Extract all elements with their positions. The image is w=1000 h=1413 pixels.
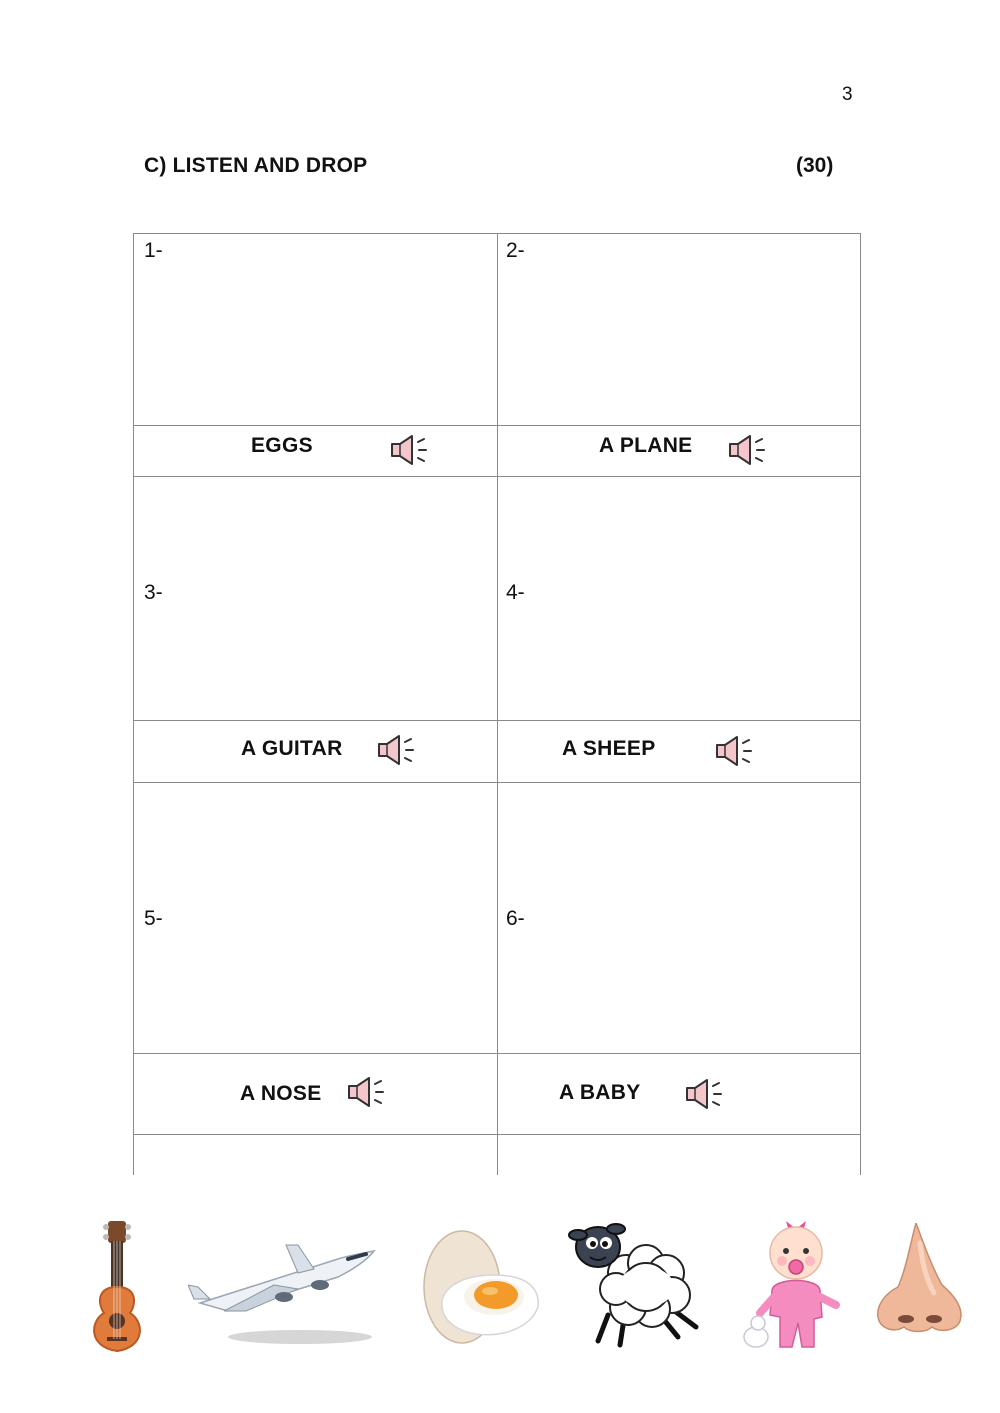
row-divider xyxy=(134,425,860,426)
word-label-5: A NOSE xyxy=(240,1082,322,1105)
word-label-6: A BABY xyxy=(559,1081,641,1104)
drop-zone-5[interactable] xyxy=(134,783,496,1053)
cell-number-1: 1- xyxy=(144,239,163,262)
speaker-icon[interactable] xyxy=(726,433,770,467)
word-label-4: A SHEEP xyxy=(562,737,656,760)
listen-and-drop-table xyxy=(133,233,861,1175)
row-divider xyxy=(134,720,860,721)
drop-zone-6[interactable] xyxy=(498,783,860,1053)
cell-number-6: 6- xyxy=(506,907,525,930)
guitar-image[interactable] xyxy=(86,1221,148,1353)
sheep-image[interactable] xyxy=(568,1215,704,1349)
plane-image[interactable] xyxy=(188,1237,384,1357)
drop-zone-1[interactable] xyxy=(134,234,496,425)
section-points: (30) xyxy=(796,154,834,177)
drop-zone-3[interactable] xyxy=(134,477,496,720)
row-divider xyxy=(134,1134,860,1135)
word-label-1: EGGS xyxy=(251,434,313,457)
speaker-icon[interactable] xyxy=(345,1075,389,1109)
word-label-3: A GUITAR xyxy=(241,737,343,760)
cell-number-5: 5- xyxy=(144,907,163,930)
row-divider xyxy=(134,1053,860,1054)
section-title: C) LISTEN AND DROP xyxy=(144,154,368,177)
word-label-2: A PLANE xyxy=(599,434,693,457)
cell-number-4: 4- xyxy=(506,581,525,604)
page-number: 3 xyxy=(842,84,853,105)
speaker-icon[interactable] xyxy=(388,433,432,467)
drop-zone-2[interactable] xyxy=(498,234,860,425)
speaker-icon[interactable] xyxy=(375,733,419,767)
cell-number-2: 2- xyxy=(506,239,525,262)
cell-number-3: 3- xyxy=(144,581,163,604)
drop-zone-4[interactable] xyxy=(498,477,860,720)
egg-image[interactable] xyxy=(420,1225,544,1347)
baby-image[interactable] xyxy=(742,1213,842,1355)
nose-image[interactable] xyxy=(876,1223,964,1335)
speaker-icon[interactable] xyxy=(713,734,757,768)
speaker-icon[interactable] xyxy=(683,1077,727,1111)
draggable-image-tray xyxy=(0,1185,1000,1385)
